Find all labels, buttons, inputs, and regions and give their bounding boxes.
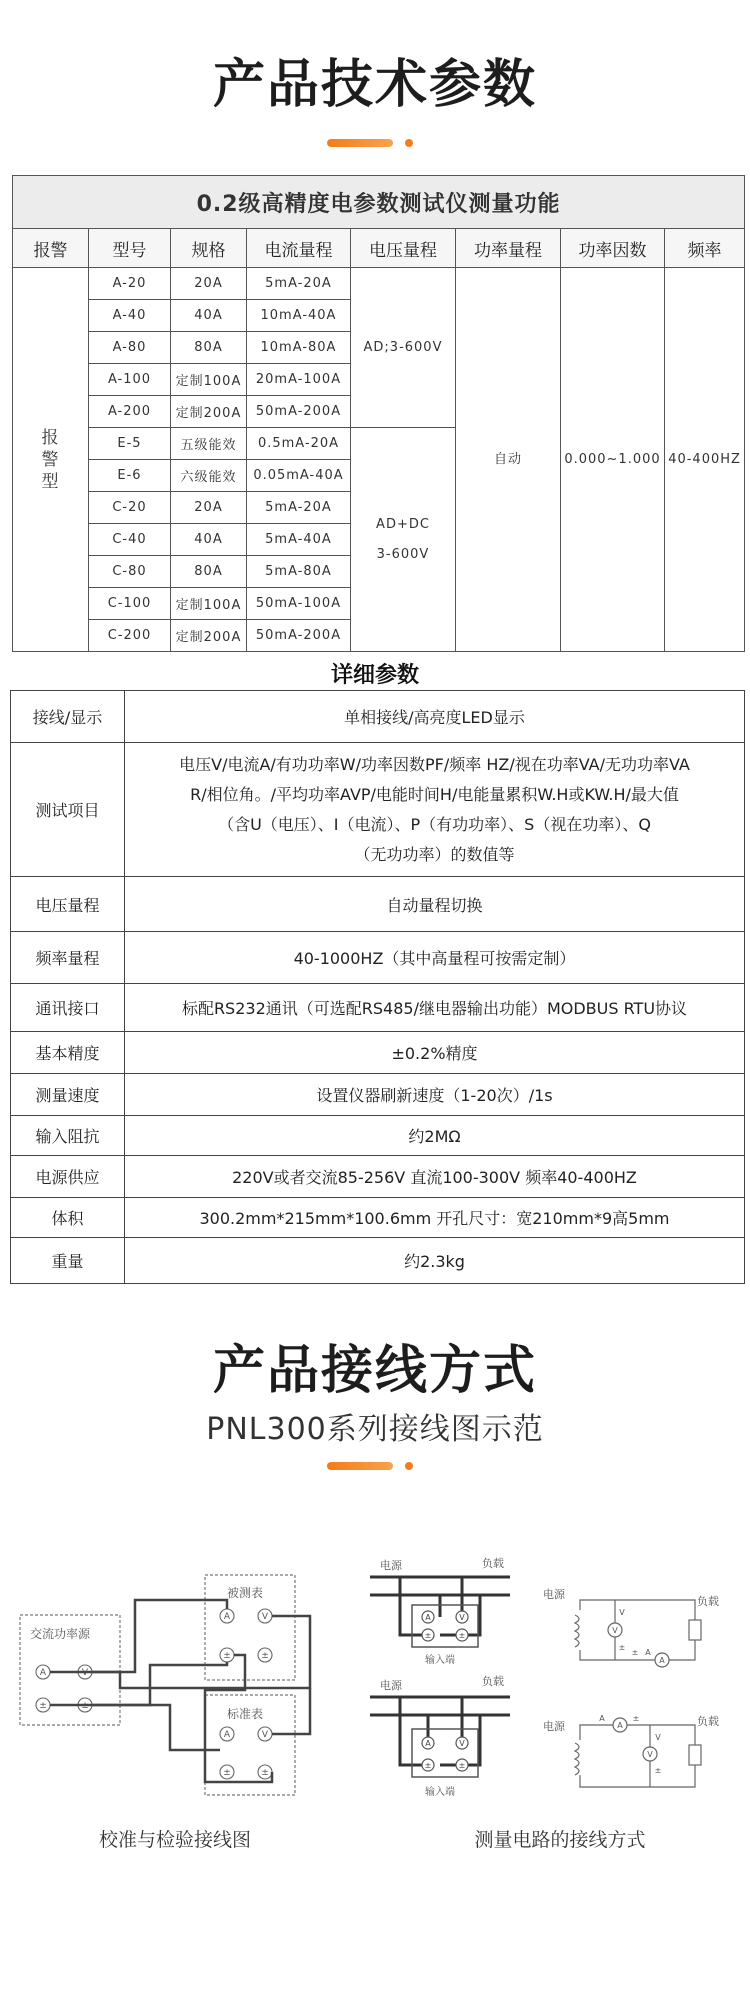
header-cell: 功率量程 xyxy=(456,229,561,268)
model-cell: A-80 xyxy=(89,332,171,364)
spec-table-header xyxy=(13,229,745,268)
svg-text:±: ± xyxy=(632,1714,640,1723)
spec-cell: 定制200A xyxy=(171,620,247,652)
power-label: 电源 xyxy=(380,1559,402,1572)
param-value: 300.2mm*215mm*100.6mm 开孔尺寸：宽210mm*9高5mm xyxy=(125,1198,745,1238)
voltage-range-c-line1: AD+DC xyxy=(376,516,430,532)
param-value-line: R/相位角。/平均功率AVP/电能时间H/电能量累积W.H或KW.H/最大值 xyxy=(190,784,679,804)
svg-text:A: A xyxy=(223,1730,231,1740)
load-label: 负载 xyxy=(697,1715,719,1728)
decoration-dot xyxy=(405,139,413,147)
header-cell: 频率 xyxy=(665,229,745,268)
param-value: 自动量程切换 xyxy=(125,877,745,932)
svg-text:±: ± xyxy=(261,1768,269,1778)
param-value: ±0.2%精度 xyxy=(125,1032,745,1074)
param-value: 标配RS232通讯（可选配RS485/继电器输出功能）MODBUS RTU协议 xyxy=(125,984,745,1032)
table-row xyxy=(11,932,745,984)
dut-label: 被测表 xyxy=(227,1586,264,1600)
spec-table xyxy=(12,175,745,652)
model-cell: E-5 xyxy=(89,428,171,460)
detail-title: 详细参数 xyxy=(330,663,419,688)
model-cell: A-100 xyxy=(89,364,171,396)
voltage-range-a: AD;3-600V xyxy=(351,268,456,428)
spec-cell: 20A xyxy=(171,268,247,300)
table-row xyxy=(11,1074,745,1116)
current-cell: 5mA-40A xyxy=(247,524,351,556)
table-row xyxy=(11,984,745,1032)
model-cell: A-40 xyxy=(89,300,171,332)
svg-text:±: ± xyxy=(458,1761,466,1770)
power-label: 电源 xyxy=(380,1679,402,1692)
param-value: 约2MΩ xyxy=(125,1116,745,1156)
voltage-range-c-line2: 3-600V xyxy=(376,546,430,562)
current-cell: 10mA-80A xyxy=(247,332,351,364)
current-cell: 5mA-20A xyxy=(247,268,351,300)
param-key: 频率量程 xyxy=(11,932,125,984)
model-cell: C-80 xyxy=(89,556,171,588)
table-row xyxy=(11,691,745,743)
header-cell: 功率因数 xyxy=(561,229,665,268)
section1-title: 产品技术参数 xyxy=(212,55,537,115)
header-cell: 电压量程 xyxy=(351,229,456,268)
param-value: 220V或者交流85-256V 直流100-300V 频率40-400HZ xyxy=(125,1156,745,1198)
detail-table xyxy=(10,690,745,1284)
model-cell: A-200 xyxy=(89,396,171,428)
svg-text:±: ± xyxy=(81,1701,89,1711)
std-label: 标准表 xyxy=(227,1707,264,1721)
input-label: 输入端 xyxy=(425,1655,455,1666)
svg-text:±: ± xyxy=(424,1761,432,1770)
svg-text:V: V xyxy=(619,1608,625,1617)
svg-text:V: V xyxy=(459,1613,465,1622)
svg-text:A: A xyxy=(223,1612,231,1622)
svg-text:A: A xyxy=(39,1668,47,1678)
spec-cell: 80A xyxy=(171,556,247,588)
spec-cell: 定制100A xyxy=(171,588,247,620)
current-cell: 0.5mA-20A xyxy=(247,428,351,460)
spec-cell: 定制100A xyxy=(171,364,247,396)
current-cell: 10mA-40A xyxy=(247,300,351,332)
table-row xyxy=(11,1238,745,1284)
current-cell: 50mA-200A xyxy=(247,620,351,652)
model-cell: E-6 xyxy=(89,460,171,492)
svg-text:A: A xyxy=(659,1656,665,1665)
model-cell: C-20 xyxy=(89,492,171,524)
left-diagram-caption: 校准与检验接线图 xyxy=(98,1829,251,1851)
param-key: 接线/显示 xyxy=(11,691,125,743)
source-label: 交流功率源 xyxy=(30,1627,91,1641)
param-key: 基本精度 xyxy=(11,1032,125,1074)
header-cell: 电流量程 xyxy=(247,229,351,268)
svg-text:±: ± xyxy=(458,1631,466,1640)
frequency-cell: 40-400HZ xyxy=(665,268,745,652)
param-key: 输入阻抗 xyxy=(11,1116,125,1156)
param-value-line: 电压V/电流A/有功功率W/功率因数PF/频率 HZ/视在功率VA/无功功率VA xyxy=(179,754,690,774)
header-cell: 规格 xyxy=(171,229,247,268)
load-label: 负载 xyxy=(482,1557,504,1570)
param-key: 电源供应 xyxy=(11,1156,125,1198)
current-cell: 50mA-100A xyxy=(247,588,351,620)
svg-text:A: A xyxy=(645,1648,651,1657)
decoration-bar xyxy=(327,139,393,147)
header-cell: 型号 xyxy=(89,229,171,268)
load-label: 负载 xyxy=(482,1675,504,1688)
right-diagram-caption: 测量电路的接线方式 xyxy=(474,1829,646,1851)
section2-title: 产品接线方式 xyxy=(212,1341,537,1401)
table-row xyxy=(11,1116,745,1156)
svg-text:A: A xyxy=(599,1714,605,1723)
param-key: 重量 xyxy=(11,1238,125,1284)
param-value: 单相接线/高亮度LED显示 xyxy=(125,691,745,743)
svg-text:±: ± xyxy=(261,1651,269,1661)
param-value xyxy=(125,743,745,877)
decoration-bar xyxy=(327,1462,393,1470)
svg-text:V: V xyxy=(459,1739,465,1748)
model-cell: C-40 xyxy=(89,524,171,556)
param-value: 约2.3kg xyxy=(125,1238,745,1284)
svg-text:V: V xyxy=(261,1612,269,1622)
section2-subtitle: PNL300系列接线图示范 xyxy=(206,1412,544,1447)
spec-cell: 80A xyxy=(171,332,247,364)
param-value: 40-1000HZ（其中高量程可按需定制） xyxy=(125,932,745,984)
alarm-type-label: 报警型 xyxy=(41,427,60,492)
power-label: 电源 xyxy=(543,1588,565,1601)
table-row xyxy=(11,743,745,877)
svg-text:±: ± xyxy=(618,1643,626,1652)
spec-cell: 六级能效 xyxy=(171,460,247,492)
svg-text:V: V xyxy=(81,1668,89,1678)
svg-text:V: V xyxy=(612,1626,618,1635)
title-decoration xyxy=(327,1462,417,1470)
svg-text:V: V xyxy=(261,1730,269,1740)
svg-text:±: ± xyxy=(223,1651,231,1661)
param-key: 电压量程 xyxy=(11,877,125,932)
voltage-range-c xyxy=(351,428,456,652)
spec-cell: 五级能效 xyxy=(171,428,247,460)
table-row xyxy=(13,268,745,300)
input-label: 输入端 xyxy=(425,1787,455,1798)
param-key: 通讯接口 xyxy=(11,984,125,1032)
decoration-dot xyxy=(405,1462,413,1470)
param-key: 测量速度 xyxy=(11,1074,125,1116)
svg-text:±: ± xyxy=(654,1766,662,1775)
power-label: 电源 xyxy=(543,1720,565,1733)
current-cell: 20mA-100A xyxy=(247,364,351,396)
svg-text:±: ± xyxy=(223,1768,231,1778)
svg-text:A: A xyxy=(617,1721,623,1730)
param-key: 体积 xyxy=(11,1198,125,1238)
spec-cell: 定制200A xyxy=(171,396,247,428)
svg-text:A: A xyxy=(425,1613,431,1622)
svg-text:A: A xyxy=(425,1739,431,1748)
title-decoration xyxy=(327,139,417,147)
table-row xyxy=(11,1198,745,1238)
model-cell: A-20 xyxy=(89,268,171,300)
model-cell: C-200 xyxy=(89,620,171,652)
svg-text:±: ± xyxy=(631,1648,639,1657)
param-key: 测试项目 xyxy=(11,743,125,877)
current-cell: 50mA-200A xyxy=(247,396,351,428)
current-cell: 0.05mA-40A xyxy=(247,460,351,492)
spec-cell: 20A xyxy=(171,492,247,524)
alarm-type-cell xyxy=(13,268,89,652)
load-label: 负载 xyxy=(697,1595,719,1608)
table-row xyxy=(11,877,745,932)
param-value: 设置仪器刷新速度（1-20次）/1s xyxy=(125,1074,745,1116)
svg-text:V: V xyxy=(655,1733,661,1742)
calibration-wiring-diagram xyxy=(10,1560,355,1800)
measurement-wiring-diagram xyxy=(370,1555,740,1805)
param-value-line: （含U（电压）、I（电流）、P（有功功率）、S（视在功率）、Q xyxy=(218,814,651,834)
power-factor-cell: 0.000~1.000 xyxy=(561,268,665,652)
spec-cell: 40A xyxy=(171,524,247,556)
table-row xyxy=(11,1156,745,1198)
model-cell: C-100 xyxy=(89,588,171,620)
spec-cell: 40A xyxy=(171,300,247,332)
svg-text:±: ± xyxy=(39,1701,47,1711)
svg-text:V: V xyxy=(647,1750,653,1759)
table-row xyxy=(11,1032,745,1074)
header-cell: 报警 xyxy=(13,229,89,268)
current-cell: 5mA-80A xyxy=(247,556,351,588)
svg-text:±: ± xyxy=(424,1631,432,1640)
current-cell: 5mA-20A xyxy=(247,492,351,524)
power-range-cell: 自动 xyxy=(456,268,561,652)
spec-table-caption: 0.2级高精度电参数测试仪测量功能 xyxy=(13,176,745,229)
param-value-line: （无功功率）的数值等 xyxy=(354,844,515,864)
